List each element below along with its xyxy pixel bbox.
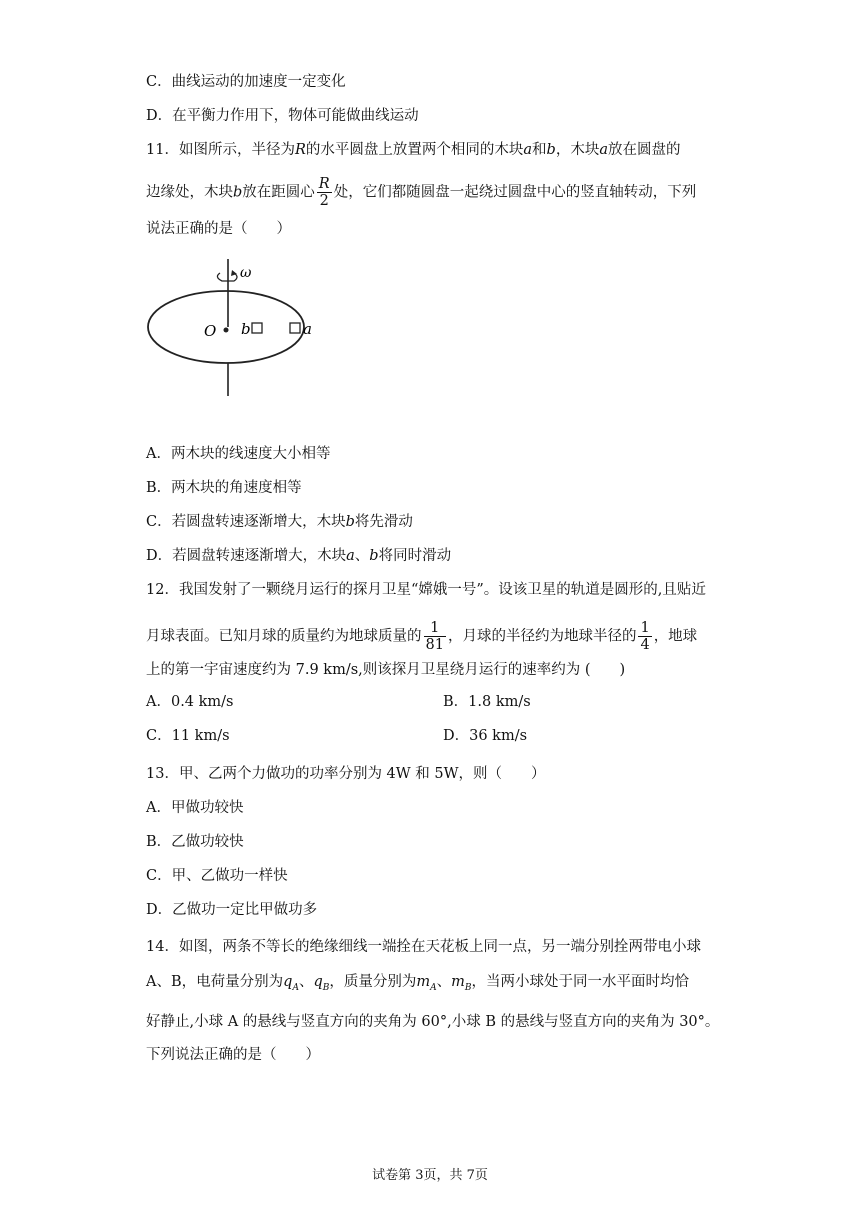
q12-stem-line1: 12．我国发射了一颗绕月运行的探月卫星“嫦娥一号”。设该卫星的轨道是圆形的,且贴近 [146,582,706,598]
q13-option-c: C．甲、乙做功一样快 [146,868,288,884]
q10-option-d: D．在平衡力作用下，物体可能做曲线运动 [146,108,419,124]
q11-option-b: B．两木块的角速度相等 [146,480,302,496]
q11-option-a: A．两木块的线速度大小相等 [146,446,331,462]
q12-stem-line3: 上的第一宇宙速度约为 7.9 km/s,则该探月卫星绕月运行的速率约为 ( ) [146,662,626,678]
disc-ellipse [148,291,304,363]
q14-stem-line1: 14．如图，两条不等长的绝缘细线一端拴在天花板上同一点，另一端分别拴两带电小球 [146,939,701,955]
q12-option-d: D．36 km/s [443,728,528,744]
q11-fraction: $\frac{R}{2}$ [318,176,330,209]
page-footer: 试卷第 3页，共 7页 [372,1168,488,1183]
q12-fraction-radius: $\frac{1}{4}$ [640,620,650,653]
q13-option-d: D．乙做功一定比甲做功多 [146,902,318,918]
block-a-label: a [303,320,312,338]
q11-stem-line2: 边缘处，木块b放在距圆心 $\frac{R}{2}$ 处，它们都随圆盘一起绕过圆盘中心的竖直轴转动，下列 [146,176,697,209]
omega-label: ω [240,265,252,281]
center-label-o: O [204,322,217,340]
q11-disc-figure [140,255,330,400]
q11-stem-line3: 说法正确的是（ ） [146,221,291,237]
q11-option-c: C．若圆盘转速逐渐增大，木块b将先滑动 [146,514,413,530]
q14-stem-line3: 好静止,小球 A 的悬线与竖直方向的夹角为 60°,小球 B 的悬线与竖直方向的夹角为 30°。 [146,1014,720,1030]
q12-stem-line2: 月球表面。已知月球的质量约为地球质量的 $\frac{1}{81}$ ，月球的半径约为地球半径的 $\frac{1}{4}$ ，地球 [146,620,698,653]
q11-option-d: D．若圆盘转速逐渐增大，木块a、b将同时滑动 [146,548,452,564]
q12-fraction-mass: $\frac{1}{81}$ [425,620,444,653]
block-b-label: b [241,320,251,338]
block-a [290,323,300,333]
q12-option-a: A．0.4 km/s [146,694,234,710]
q11-stem-line1: 11．如图所示，半径为R的水平圆盘上放置两个相同的木块a和b，木块a放在圆盘的 [146,142,681,158]
q12-option-b: B．1.8 km/s [443,694,531,710]
q13-stem: 13．甲、乙两个力做功的功率分别为 4W 和 5W，则（ ） [146,766,546,782]
block-b [252,323,262,333]
q12-option-c: C．11 km/s [146,728,230,744]
center-dot [224,328,229,333]
q13-option-a: A．甲做功较快 [146,800,244,816]
q14-stem-line4: 下列说法正确的是（ ） [146,1047,320,1063]
q14-stem-line2: A、B，电荷量分别为$q_A$、$q_B$，质量分别为$m_A$、$m_B$，当两小球处于同一水平面时均恰 [146,974,689,993]
q10-option-c: C．曲线运动的加速度一定变化 [146,74,346,90]
q13-option-b: B．乙做功较快 [146,834,244,850]
